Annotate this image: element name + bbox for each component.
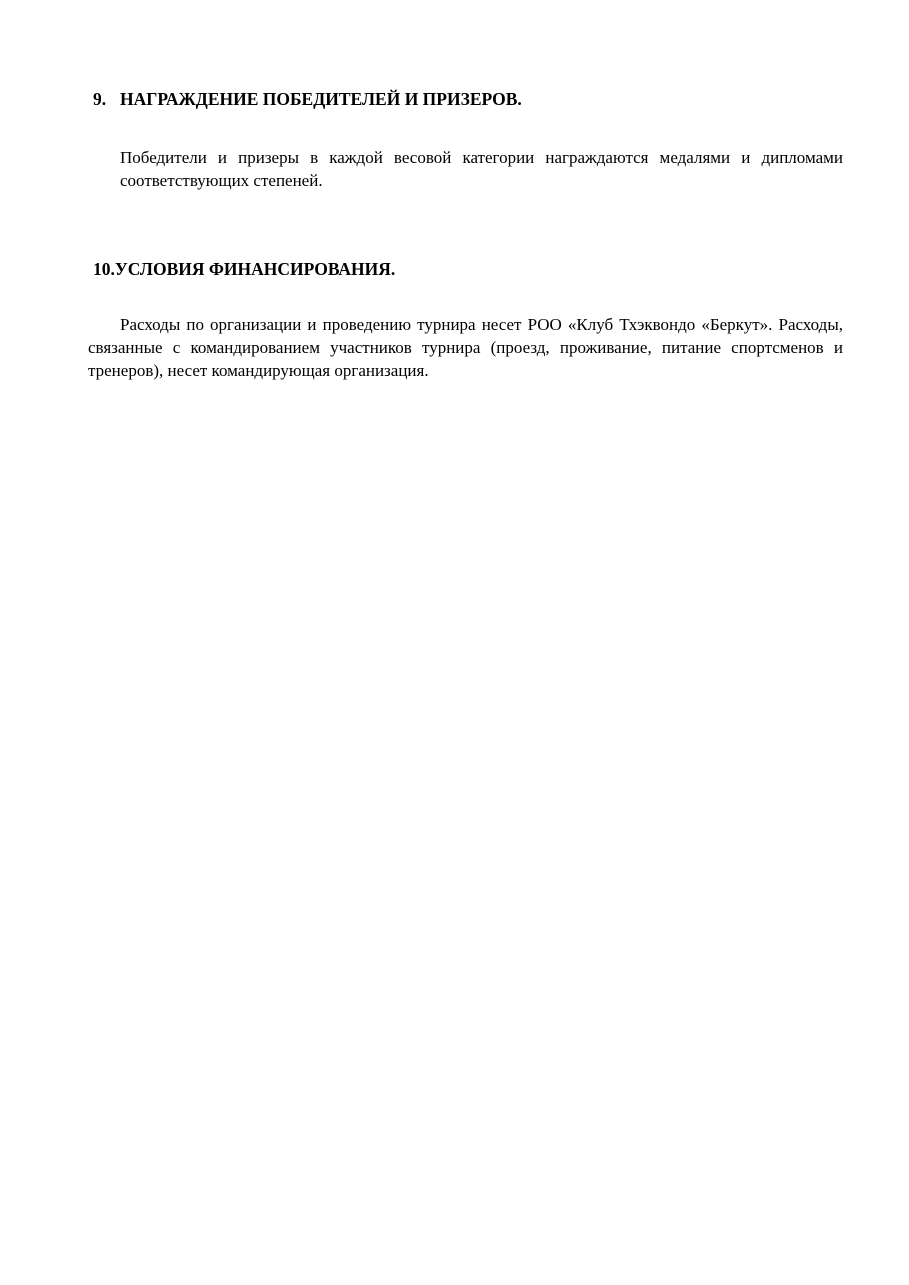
section-9-paragraph: Победители и призеры в каждой весовой категории награждаются медалями и дипломами соответствующих степеней. xyxy=(120,148,843,190)
section-9-number: 9. xyxy=(93,89,107,109)
section-10-title: УСЛОВИЯ ФИНАНСИРОВАНИЯ. xyxy=(114,259,396,279)
section-10-paragraph: Расходы по организации и проведению турнира несет РОО «Клуб Тхэквондо «Беркут». Расходы, связанные с командированием участников турнира (проезд, проживание, питание спортсменов и тренеров), несет командирующая организация. xyxy=(88,315,843,380)
section-9-title: НАГРАЖДЕНИЕ ПОБЕДИТЕЛЕЙ И ПРИЗЕРОВ. xyxy=(120,89,522,109)
section-9-heading xyxy=(93,88,522,110)
section-10-heading xyxy=(93,258,395,280)
section-10-number: 10. xyxy=(93,259,115,279)
